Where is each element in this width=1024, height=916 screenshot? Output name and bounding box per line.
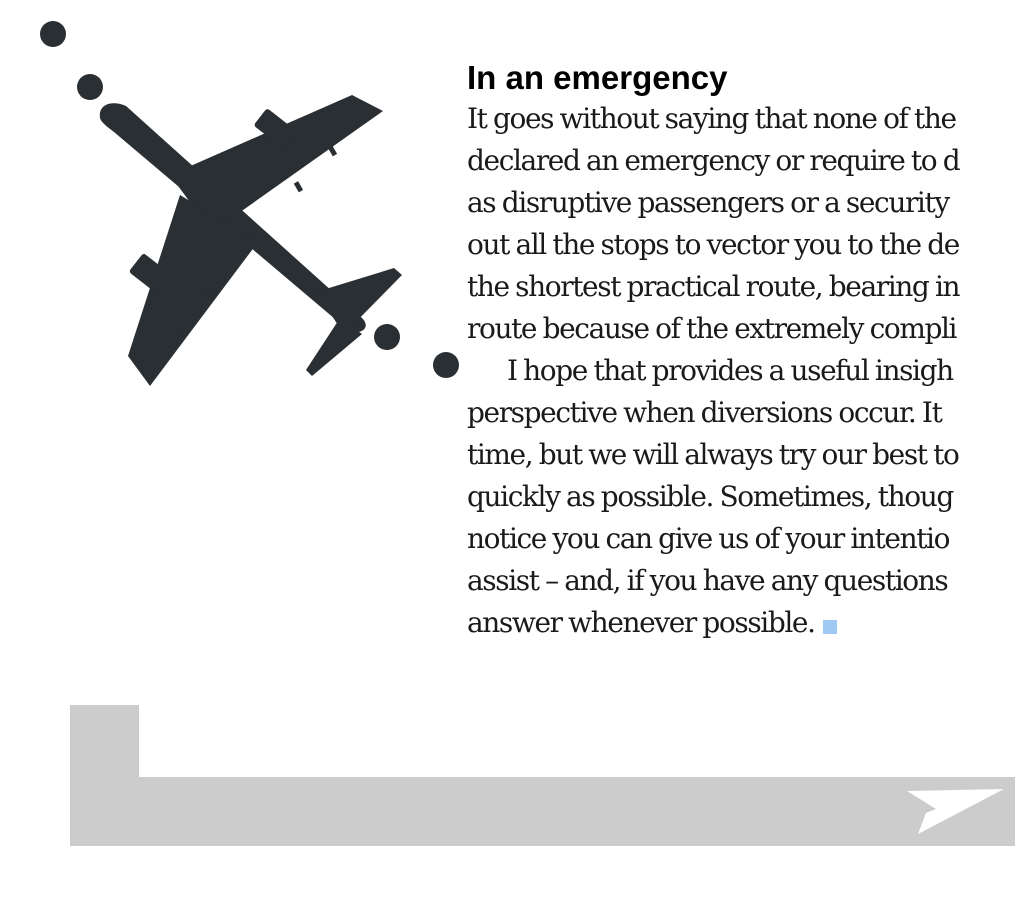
text-line: out all the stops to vector you to the de: [467, 228, 959, 261]
text-line: notice you can give us of your intentio: [467, 522, 950, 555]
article-section: [467, 58, 1024, 644]
text-line: assist – and, if you have any questions: [467, 564, 948, 597]
text-line: I hope that provides a useful insigh: [507, 354, 953, 387]
text-line: perspective when diversions occur. It: [467, 396, 942, 429]
flight-path-dot: [433, 352, 459, 378]
text-line: declared an emergency or require to d: [467, 144, 960, 177]
footer-bar: [70, 705, 1015, 846]
text-line-last: [467, 602, 1024, 644]
paragraph-1: [467, 98, 1024, 350]
paragraph-2: [467, 350, 1024, 644]
footer-banner: [70, 705, 1015, 846]
text-line: time, but we will always try our best to: [467, 438, 959, 471]
text-line: quickly as possible. Sometimes, thoug: [467, 480, 953, 513]
text-line: as disruptive passengers or a security: [467, 186, 949, 219]
text-line: the shortest practical route, bearing in: [467, 270, 960, 303]
section-heading: In an emergency: [467, 59, 728, 96]
flight-path-dot: [374, 324, 400, 350]
text-line: It goes without saying that none of the: [467, 102, 956, 135]
airplane-illustration: [0, 0, 470, 400]
square-end-mark-icon: [823, 620, 837, 634]
flight-path-dot: [77, 74, 103, 100]
flight-path-dot: [40, 21, 66, 47]
article-body: [467, 98, 1024, 644]
text-line: route because of the extremely compli: [467, 312, 957, 345]
text-line-content: answer whenever possible.: [467, 606, 815, 639]
airplane-icon: [100, 95, 402, 386]
